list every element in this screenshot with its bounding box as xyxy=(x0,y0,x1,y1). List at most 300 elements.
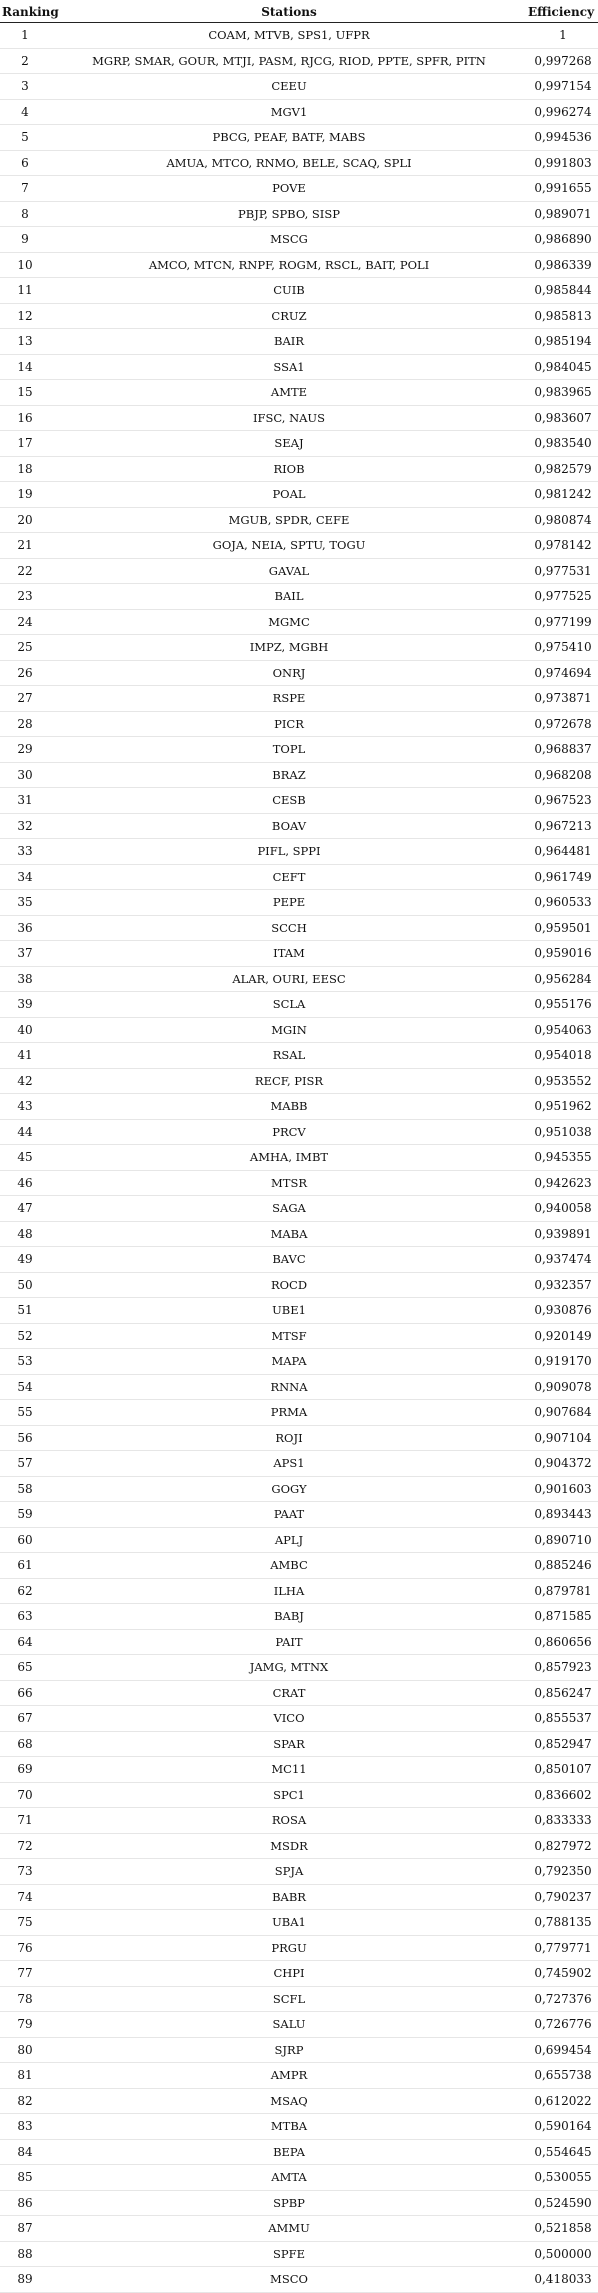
ranking-cell: 55 xyxy=(0,1400,50,1426)
stations-cell: CHPI xyxy=(50,1961,528,1987)
stations-cell: AMTE xyxy=(50,380,528,406)
efficiency-cell: 0,893443 xyxy=(528,1502,598,1528)
ranking-cell: 31 xyxy=(0,788,50,814)
table-row xyxy=(0,1502,598,1528)
table-row xyxy=(0,1986,598,2012)
stations-cell: ROJI xyxy=(50,1425,528,1451)
stations-cell: CEEU xyxy=(50,74,528,100)
ranking-cell: 63 xyxy=(0,1604,50,1630)
efficiency-cell: 0,960533 xyxy=(528,890,598,916)
table-row xyxy=(0,1170,598,1196)
ranking-cell: 7 xyxy=(0,176,50,202)
efficiency-cell: 0,909078 xyxy=(528,1374,598,1400)
table-row xyxy=(0,2267,598,2293)
ranking-cell: 39 xyxy=(0,992,50,1018)
ranking-cell: 5 xyxy=(0,125,50,151)
efficiency-cell: 0,940058 xyxy=(528,1196,598,1222)
ranking-cell: 69 xyxy=(0,1757,50,1783)
table-row xyxy=(0,635,598,661)
ranking-cell: 13 xyxy=(0,329,50,355)
table-row xyxy=(0,1859,598,1885)
efficiency-cell: 0,855537 xyxy=(528,1706,598,1732)
efficiency-cell: 0,942623 xyxy=(528,1170,598,1196)
stations-cell: SPJA xyxy=(50,1859,528,1885)
stations-cell: PIFL, SPPI xyxy=(50,839,528,865)
table-row xyxy=(0,1323,598,1349)
efficiency-cell: 0,951962 xyxy=(528,1094,598,1120)
table-row xyxy=(0,1425,598,1451)
ranking-cell: 42 xyxy=(0,1068,50,1094)
table-row xyxy=(0,839,598,865)
table-row xyxy=(0,1808,598,1834)
table-row xyxy=(0,762,598,788)
efficiency-cell: 0,904372 xyxy=(528,1451,598,1477)
stations-cell: RNNA xyxy=(50,1374,528,1400)
efficiency-cell: 0,967523 xyxy=(528,788,598,814)
stations-cell: AMCO, MTCN, RNPF, ROGM, RSCL, BAIT, POLI xyxy=(50,252,528,278)
table-row xyxy=(0,1017,598,1043)
efficiency-cell: 0,989071 xyxy=(528,201,598,227)
stations-cell: SJRP xyxy=(50,2037,528,2063)
ranking-cell: 40 xyxy=(0,1017,50,1043)
efficiency-cell: 0,991803 xyxy=(528,150,598,176)
table-row xyxy=(0,1196,598,1222)
efficiency-cell: 0,418033 xyxy=(528,2267,598,2293)
stations-cell: AMHA, IMBT xyxy=(50,1145,528,1171)
table-row xyxy=(0,1604,598,1630)
table-row xyxy=(0,74,598,100)
efficiency-cell: 0,745902 xyxy=(528,1961,598,1987)
efficiency-cell: 0,827972 xyxy=(528,1833,598,1859)
ranking-cell: 26 xyxy=(0,660,50,686)
stations-cell: POAL xyxy=(50,482,528,508)
efficiency-cell: 0,982579 xyxy=(528,456,598,482)
ranking-cell: 85 xyxy=(0,2165,50,2191)
efficiency-cell: 0,978142 xyxy=(528,533,598,559)
stations-cell: ONRJ xyxy=(50,660,528,686)
efficiency-cell: 0,930876 xyxy=(528,1298,598,1324)
table-row xyxy=(0,2063,598,2089)
ranking-cell: 78 xyxy=(0,1986,50,2012)
stations-cell: SPFE xyxy=(50,2241,528,2267)
table-row xyxy=(0,1706,598,1732)
ranking-cell: 33 xyxy=(0,839,50,865)
ranking-cell: 84 xyxy=(0,2139,50,2165)
ranking-cell: 10 xyxy=(0,252,50,278)
ranking-cell: 89 xyxy=(0,2267,50,2293)
table-row xyxy=(0,278,598,304)
ranking-cell: 53 xyxy=(0,1349,50,1375)
stations-cell: CESB xyxy=(50,788,528,814)
ranking-cell: 66 xyxy=(0,1680,50,1706)
efficiency-cell: 0,964481 xyxy=(528,839,598,865)
table-row xyxy=(0,1247,598,1273)
table-row xyxy=(0,1043,598,1069)
table-row xyxy=(0,737,598,763)
stations-cell: SEAJ xyxy=(50,431,528,457)
efficiency-cell: 0,850107 xyxy=(528,1757,598,1783)
efficiency-cell: 0,984045 xyxy=(528,354,598,380)
table-row xyxy=(0,1757,598,1783)
table-row xyxy=(0,1527,598,1553)
efficiency-cell: 0,954063 xyxy=(528,1017,598,1043)
table-row xyxy=(0,1578,598,1604)
table-row xyxy=(0,941,598,967)
efficiency-cell: 0,975410 xyxy=(528,635,598,661)
stations-cell: MTSF xyxy=(50,1323,528,1349)
ranking-cell: 8 xyxy=(0,201,50,227)
table-row xyxy=(0,380,598,406)
stations-cell: RIOB xyxy=(50,456,528,482)
ranking-cell: 51 xyxy=(0,1298,50,1324)
ranking-cell: 3 xyxy=(0,74,50,100)
ranking-cell: 29 xyxy=(0,737,50,763)
stations-cell: MGMC xyxy=(50,609,528,635)
ranking-cell: 4 xyxy=(0,99,50,125)
stations-cell: ITAM xyxy=(50,941,528,967)
stations-cell: RSPE xyxy=(50,686,528,712)
efficiency-cell: 0,655738 xyxy=(528,2063,598,2089)
ranking-header: Ranking xyxy=(2,5,59,19)
ranking-cell: 60 xyxy=(0,1527,50,1553)
table-row xyxy=(0,176,598,202)
efficiency-cell: 0,792350 xyxy=(528,1859,598,1885)
table-row xyxy=(0,150,598,176)
efficiency-cell: 0,997268 xyxy=(528,48,598,74)
stations-cell: RSAL xyxy=(50,1043,528,1069)
table-row xyxy=(0,2241,598,2267)
stations-cell: MSCO xyxy=(50,2267,528,2293)
ranking-cell: 83 xyxy=(0,2114,50,2140)
efficiency-cell: 0,932357 xyxy=(528,1272,598,1298)
table-row xyxy=(0,2114,598,2140)
stations-cell: CUIB xyxy=(50,278,528,304)
stations-cell: BEPA xyxy=(50,2139,528,2165)
ranking-cell: 80 xyxy=(0,2037,50,2063)
ranking-cell: 1 xyxy=(0,23,50,49)
stations-cell: APLJ xyxy=(50,1527,528,1553)
table-row xyxy=(0,966,598,992)
efficiency-cell: 0,836602 xyxy=(528,1782,598,1808)
stations-cell: JAMG, MTNX xyxy=(50,1655,528,1681)
table-row xyxy=(0,558,598,584)
ranking-cell: 52 xyxy=(0,1323,50,1349)
ranking-cell: 54 xyxy=(0,1374,50,1400)
stations-cell: COAM, MTVB, SPS1, UFPR xyxy=(50,23,528,49)
table-row xyxy=(0,227,598,253)
table-row xyxy=(0,1349,598,1375)
stations-cell: GOGY xyxy=(50,1476,528,1502)
table-row xyxy=(0,1272,598,1298)
ranking-cell: 88 xyxy=(0,2241,50,2267)
ranking-cell: 61 xyxy=(0,1553,50,1579)
efficiency-cell: 0,612022 xyxy=(528,2088,598,2114)
efficiency-cell: 0,961749 xyxy=(528,864,598,890)
efficiency-cell: 0,955176 xyxy=(528,992,598,1018)
ranking-cell: 45 xyxy=(0,1145,50,1171)
ranking-cell: 87 xyxy=(0,2216,50,2242)
stations-cell: SCLA xyxy=(50,992,528,1018)
table-row xyxy=(0,1298,598,1324)
stations-cell: IFSC, NAUS xyxy=(50,405,528,431)
stations-cell: PAIT xyxy=(50,1629,528,1655)
efficiency-cell: 0,919170 xyxy=(528,1349,598,1375)
ranking-cell: 36 xyxy=(0,915,50,941)
stations-cell: BAVC xyxy=(50,1247,528,1273)
efficiency-cell: 0,986890 xyxy=(528,227,598,253)
stations-cell: MSCG xyxy=(50,227,528,253)
stations-cell: MSDR xyxy=(50,1833,528,1859)
efficiency-cell: 0,590164 xyxy=(528,2114,598,2140)
table-row xyxy=(0,1221,598,1247)
stations-cell: BAIL xyxy=(50,584,528,610)
ranking-cell: 12 xyxy=(0,303,50,329)
ranking-cell: 24 xyxy=(0,609,50,635)
efficiency-cell: 0,907104 xyxy=(528,1425,598,1451)
ranking-cell: 71 xyxy=(0,1808,50,1834)
efficiency-cell: 0,554645 xyxy=(528,2139,598,2165)
efficiency-cell: 0,968837 xyxy=(528,737,598,763)
efficiency-cell: 0,907684 xyxy=(528,1400,598,1426)
efficiency-cell: 0,974694 xyxy=(528,660,598,686)
ranking-cell: 72 xyxy=(0,1833,50,1859)
table-row xyxy=(0,609,598,635)
stations-cell: SCCH xyxy=(50,915,528,941)
efficiency-cell: 0,779771 xyxy=(528,1935,598,1961)
efficiency-cell: 0,788135 xyxy=(528,1910,598,1936)
efficiency-cell: 0,959501 xyxy=(528,915,598,941)
table-row xyxy=(0,915,598,941)
table-row xyxy=(0,482,598,508)
stations-cell: UBE1 xyxy=(50,1298,528,1324)
ranking-cell: 65 xyxy=(0,1655,50,1681)
table-row xyxy=(0,1145,598,1171)
ranking-cell: 9 xyxy=(0,227,50,253)
table-row xyxy=(0,992,598,1018)
efficiency-cell: 0,981242 xyxy=(528,482,598,508)
stations-cell: PBJP, SPBO, SISP xyxy=(50,201,528,227)
stations-cell: CRAT xyxy=(50,1680,528,1706)
ranking-cell: 2 xyxy=(0,48,50,74)
ranking-cell: 73 xyxy=(0,1859,50,1885)
ranking-cell: 56 xyxy=(0,1425,50,1451)
efficiency-cell: 0,951038 xyxy=(528,1119,598,1145)
efficiency-cell: 0,879781 xyxy=(528,1578,598,1604)
efficiency-cell: 1 xyxy=(528,23,598,49)
stations-cell: PAAT xyxy=(50,1502,528,1528)
table-row xyxy=(0,584,598,610)
stations-cell: MABB xyxy=(50,1094,528,1120)
table-row xyxy=(0,660,598,686)
table-row xyxy=(0,329,598,355)
stations-cell: MTSR xyxy=(50,1170,528,1196)
table-row xyxy=(0,890,598,916)
table-row xyxy=(0,864,598,890)
stations-cell: AMUA, MTCO, RNMO, BELE, SCAQ, SPLI xyxy=(50,150,528,176)
efficiency-cell: 0,959016 xyxy=(528,941,598,967)
ranking-cell: 30 xyxy=(0,762,50,788)
table-row xyxy=(0,1680,598,1706)
stations-cell: AMMU xyxy=(50,2216,528,2242)
stations-cell: MABA xyxy=(50,1221,528,1247)
table-row xyxy=(0,2190,598,2216)
stations-cell: AMPR xyxy=(50,2063,528,2089)
ranking-cell: 35 xyxy=(0,890,50,916)
stations-cell: CRUZ xyxy=(50,303,528,329)
stations-cell: MSAQ xyxy=(50,2088,528,2114)
ranking-cell: 50 xyxy=(0,1272,50,1298)
stations-cell: RECF, PISR xyxy=(50,1068,528,1094)
stations-cell: SPC1 xyxy=(50,1782,528,1808)
stations-cell: SPBP xyxy=(50,2190,528,2216)
stations-cell: MGV1 xyxy=(50,99,528,125)
efficiency-cell: 0,524590 xyxy=(528,2190,598,2216)
efficiency-cell: 0,790237 xyxy=(528,1884,598,1910)
stations-cell: BAIR xyxy=(50,329,528,355)
ranking-cell: 59 xyxy=(0,1502,50,1528)
ranking-cell: 77 xyxy=(0,1961,50,1987)
table-row xyxy=(0,303,598,329)
ranking-cell: 37 xyxy=(0,941,50,967)
ranking-cell: 76 xyxy=(0,1935,50,1961)
table-row xyxy=(0,99,598,125)
ranking-cell: 32 xyxy=(0,813,50,839)
efficiency-cell: 0,986339 xyxy=(528,252,598,278)
ranking-cell: 64 xyxy=(0,1629,50,1655)
table-row xyxy=(0,1094,598,1120)
efficiency-cell: 0,727376 xyxy=(528,1986,598,2012)
table-header-row xyxy=(0,4,598,23)
stations-cell: UBA1 xyxy=(50,1910,528,1936)
table-row xyxy=(0,1655,598,1681)
efficiency-cell: 0,985844 xyxy=(528,278,598,304)
efficiency-cell: 0,967213 xyxy=(528,813,598,839)
table-row xyxy=(0,1553,598,1579)
stations-cell: BOAV xyxy=(50,813,528,839)
stations-cell: SPAR xyxy=(50,1731,528,1757)
efficiency-cell: 0,939891 xyxy=(528,1221,598,1247)
stations-cell: SALU xyxy=(50,2012,528,2038)
efficiency-cell: 0,985813 xyxy=(528,303,598,329)
efficiency-cell: 0,857923 xyxy=(528,1655,598,1681)
efficiency-cell: 0,945355 xyxy=(528,1145,598,1171)
ranking-cell: 70 xyxy=(0,1782,50,1808)
efficiency-cell: 0,920149 xyxy=(528,1323,598,1349)
ranking-cell: 74 xyxy=(0,1884,50,1910)
stations-cell: PRMA xyxy=(50,1400,528,1426)
table-row xyxy=(0,431,598,457)
efficiency-cell: 0,968208 xyxy=(528,762,598,788)
efficiency-cell: 0,972678 xyxy=(528,711,598,737)
efficiency-cell: 0,977531 xyxy=(528,558,598,584)
efficiency-cell: 0,833333 xyxy=(528,1808,598,1834)
table-row xyxy=(0,2037,598,2063)
table-row xyxy=(0,456,598,482)
efficiency-cell: 0,997154 xyxy=(528,74,598,100)
stations-cell: MC11 xyxy=(50,1757,528,1783)
efficiency-cell: 0,937474 xyxy=(528,1247,598,1273)
table-row xyxy=(0,1068,598,1094)
table-row xyxy=(0,201,598,227)
stations-cell: APS1 xyxy=(50,1451,528,1477)
table-row xyxy=(0,405,598,431)
efficiency-cell: 0,871585 xyxy=(528,1604,598,1630)
efficiency-cell: 0,726776 xyxy=(528,2012,598,2038)
ranking-cell: 46 xyxy=(0,1170,50,1196)
efficiency-cell: 0,977199 xyxy=(528,609,598,635)
ranking-cell: 68 xyxy=(0,1731,50,1757)
ranking-cell: 43 xyxy=(0,1094,50,1120)
table-row xyxy=(0,125,598,151)
ranking-cell: 47 xyxy=(0,1196,50,1222)
table-row xyxy=(0,1961,598,1987)
stations-cell: MGUB, SPDR, CEFE xyxy=(50,507,528,533)
stations-cell: PEPE xyxy=(50,890,528,916)
efficiency-cell: 0,994536 xyxy=(528,125,598,151)
efficiency-cell: 0,991655 xyxy=(528,176,598,202)
ranking-cell: 86 xyxy=(0,2190,50,2216)
efficiency-cell: 0,983540 xyxy=(528,431,598,457)
ranking-cell: 6 xyxy=(0,150,50,176)
stations-cell: ROSA xyxy=(50,1808,528,1834)
stations-cell: ROCD xyxy=(50,1272,528,1298)
stations-cell: SCFL xyxy=(50,1986,528,2012)
table-row xyxy=(0,48,598,74)
ranking-cell: 67 xyxy=(0,1706,50,1732)
table-row xyxy=(0,1119,598,1145)
ranking-cell: 38 xyxy=(0,966,50,992)
stations-cell: POVE xyxy=(50,176,528,202)
efficiency-cell: 0,852947 xyxy=(528,1731,598,1757)
table-row xyxy=(0,2139,598,2165)
stations-cell: SSA1 xyxy=(50,354,528,380)
table-row xyxy=(0,1910,598,1936)
efficiency-cell: 0,973871 xyxy=(528,686,598,712)
ranking-cell: 15 xyxy=(0,380,50,406)
efficiency-cell: 0,521858 xyxy=(528,2216,598,2242)
ranking-cell: 34 xyxy=(0,864,50,890)
stations-cell: ILHA xyxy=(50,1578,528,1604)
efficiency-cell: 0,885246 xyxy=(528,1553,598,1579)
ranking-cell: 81 xyxy=(0,2063,50,2089)
ranking-cell: 18 xyxy=(0,456,50,482)
stations-cell: BABJ xyxy=(50,1604,528,1630)
stations-cell: MTBA xyxy=(50,2114,528,2140)
ranking-cell: 48 xyxy=(0,1221,50,1247)
ranking-cell: 21 xyxy=(0,533,50,559)
table-row xyxy=(0,1400,598,1426)
efficiency-cell: 0,500000 xyxy=(528,2241,598,2267)
stations-cell: AMBC xyxy=(50,1553,528,1579)
stations-cell: ALAR, OURI, EESC xyxy=(50,966,528,992)
efficiency-cell: 0,860656 xyxy=(528,1629,598,1655)
stations-cell: GAVAL xyxy=(50,558,528,584)
table-row xyxy=(0,1731,598,1757)
efficiency-cell: 0,980874 xyxy=(528,507,598,533)
efficiency-header: Efficiency xyxy=(528,5,595,19)
efficiency-cell: 0,954018 xyxy=(528,1043,598,1069)
ranking-cell: 44 xyxy=(0,1119,50,1145)
stations-cell: GOJA, NEIA, SPTU, TOGU xyxy=(50,533,528,559)
ranking-cell: 14 xyxy=(0,354,50,380)
stations-cell: AMTA xyxy=(50,2165,528,2191)
stations-cell: MGRP, SMAR, GOUR, MTJI, PASM, RJCG, RIOD, PPTE, SPFR, PITN xyxy=(50,48,528,74)
stations-cell: PRCV xyxy=(50,1119,528,1145)
ranking-cell: 27 xyxy=(0,686,50,712)
stations-cell: TOPL xyxy=(50,737,528,763)
ranking-cell: 17 xyxy=(0,431,50,457)
table-row xyxy=(0,2012,598,2038)
